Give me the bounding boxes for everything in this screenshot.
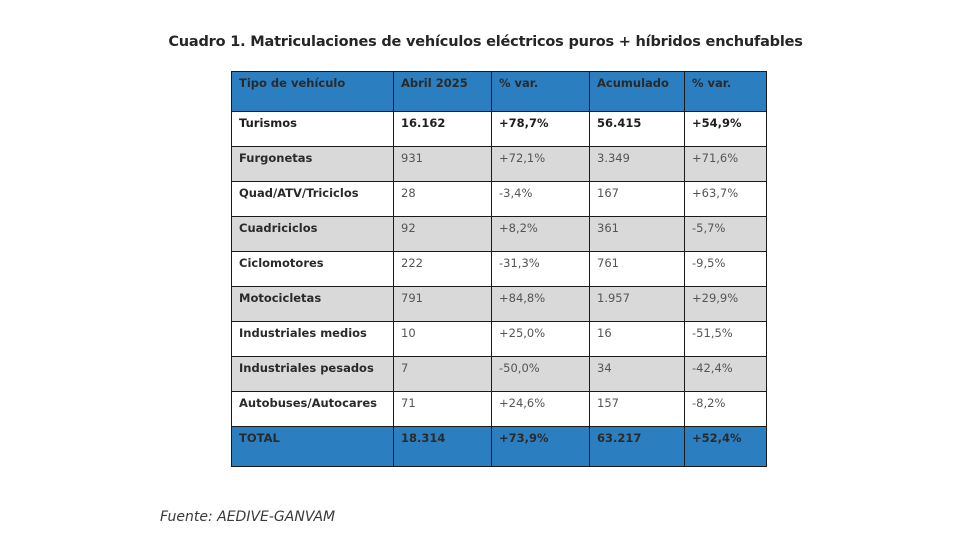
cell-acumulado: 167 — [590, 182, 685, 217]
cell-abril: 16.162 — [394, 112, 492, 147]
header-abril: Abril 2025 — [394, 72, 492, 112]
cell-tipo: Ciclomotores — [232, 252, 394, 287]
cell-tipo: Industriales pesados — [232, 357, 394, 392]
cell-var1: -3,4% — [492, 182, 590, 217]
cell-var2: -8,2% — [685, 392, 767, 427]
total-label: TOTAL — [232, 427, 394, 467]
cell-var2: -42,4% — [685, 357, 767, 392]
total-abril: 18.314 — [394, 427, 492, 467]
table-row — [232, 147, 767, 182]
cell-acumulado: 361 — [590, 217, 685, 252]
cell-tipo: Furgonetas — [232, 147, 394, 182]
header-tipo: Tipo de vehículo — [232, 72, 394, 112]
cell-var2: +63,7% — [685, 182, 767, 217]
total-var1: +73,9% — [492, 427, 590, 467]
table-row — [232, 357, 767, 392]
table-total-row — [232, 427, 767, 467]
table-row — [232, 182, 767, 217]
cell-abril: 71 — [394, 392, 492, 427]
cell-var2: -51,5% — [685, 322, 767, 357]
cell-abril: 931 — [394, 147, 492, 182]
cell-abril: 92 — [394, 217, 492, 252]
cell-var2: +29,9% — [685, 287, 767, 322]
cell-tipo: Autobuses/Autocares — [232, 392, 394, 427]
total-var2: +52,4% — [685, 427, 767, 467]
table-title: Cuadro 1. Matriculaciones de vehículos eléctricos puros + híbridos enchufables — [168, 34, 803, 50]
cell-acumulado: 34 — [590, 357, 685, 392]
cell-var1: +24,6% — [492, 392, 590, 427]
cell-var1: +72,1% — [492, 147, 590, 182]
cell-abril: 222 — [394, 252, 492, 287]
cell-tipo: Motocicletas — [232, 287, 394, 322]
cell-tipo: Quad/ATV/Triciclos — [232, 182, 394, 217]
cell-var1: -50,0% — [492, 357, 590, 392]
source-note: Fuente: AEDIVE-GANVAM — [160, 509, 336, 525]
cell-var1: +25,0% — [492, 322, 590, 357]
cell-acumulado: 157 — [590, 392, 685, 427]
registrations-table — [231, 71, 767, 467]
table-header-row — [232, 72, 767, 112]
table-row — [232, 392, 767, 427]
cell-var2: -9,5% — [685, 252, 767, 287]
cell-var2: +71,6% — [685, 147, 767, 182]
header-var-cumulative: % var. — [685, 72, 767, 112]
cell-acumulado: 16 — [590, 322, 685, 357]
table-row — [232, 287, 767, 322]
cell-abril: 28 — [394, 182, 492, 217]
cell-abril: 7 — [394, 357, 492, 392]
cell-var1: +78,7% — [492, 112, 590, 147]
cell-var1: -31,3% — [492, 252, 590, 287]
cell-acumulado: 1.957 — [590, 287, 685, 322]
cell-tipo: Industriales medios — [232, 322, 394, 357]
cell-acumulado: 761 — [590, 252, 685, 287]
table-row — [232, 322, 767, 357]
table-row — [232, 217, 767, 252]
cell-var1: +8,2% — [492, 217, 590, 252]
cell-abril: 10 — [394, 322, 492, 357]
table-row — [232, 112, 767, 147]
table-row — [232, 252, 767, 287]
cell-abril: 791 — [394, 287, 492, 322]
cell-acumulado: 3.349 — [590, 147, 685, 182]
cell-tipo: Cuadriciclos — [232, 217, 394, 252]
header-var-month: % var. — [492, 72, 590, 112]
cell-var1: +84,8% — [492, 287, 590, 322]
cell-acumulado: 56.415 — [590, 112, 685, 147]
cell-var2: -5,7% — [685, 217, 767, 252]
cell-tipo: Turismos — [232, 112, 394, 147]
total-acumulado: 63.217 — [590, 427, 685, 467]
cell-var2: +54,9% — [685, 112, 767, 147]
header-acumulado: Acumulado — [590, 72, 685, 112]
